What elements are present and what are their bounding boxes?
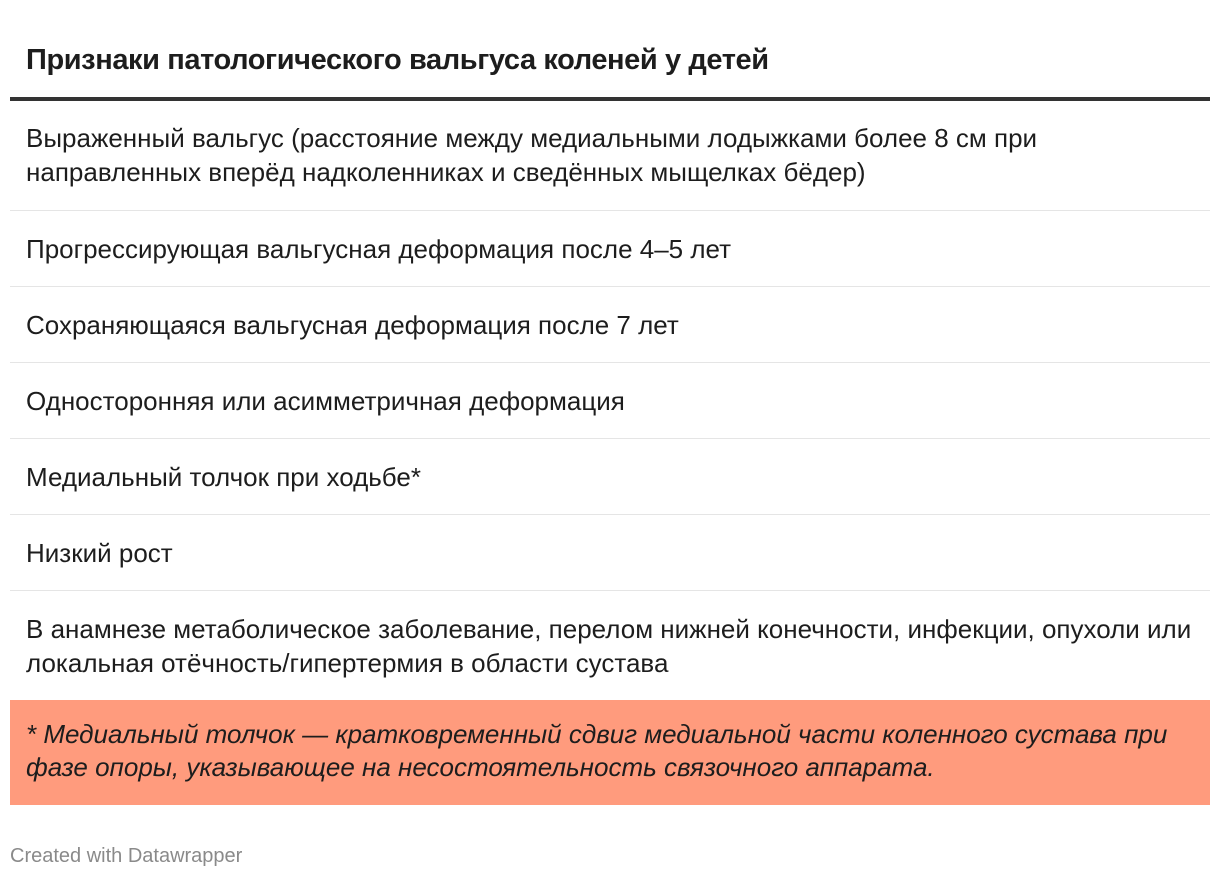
- table-title: Признаки патологического вальгуса коленей у детей: [26, 44, 769, 76]
- table-body: [10, 101, 1210, 700]
- footnote: * Медиальный толчок — кратковременный сдвиг медиальной части коленного сустава при фазе опоры, указывающее на несостоятельность связочного аппарата.: [10, 700, 1210, 805]
- table-row: Выраженный вальгус (расстояние между медиальными лодыжками более 8 см при направленных вперёд надколенниках и сведённых мыщелках бёдер): [10, 101, 1210, 211]
- table-row: Односторонняя или асимметричная деформация: [10, 363, 1210, 439]
- table-row: Прогрессирующая вальгусная деформация после 4–5 лет: [10, 211, 1210, 287]
- table-header: [10, 0, 1210, 101]
- datawrapper-credit-link[interactable]: Created with Datawrapper: [10, 845, 243, 867]
- datawrapper-table: [10, 0, 1210, 805]
- table-row: В анамнезе метаболическое заболевание, перелом нижней конечности, инфекции, опухоли или локальная отёчность/гипертермия в области сустава: [26, 613, 1192, 678]
- table-row: Сохраняющаяся вальгусная деформация после 7 лет: [10, 287, 1210, 363]
- table-row: Медиальный толчок при ходьбе*: [10, 439, 1210, 515]
- table-row: Низкий рост: [10, 515, 1210, 591]
